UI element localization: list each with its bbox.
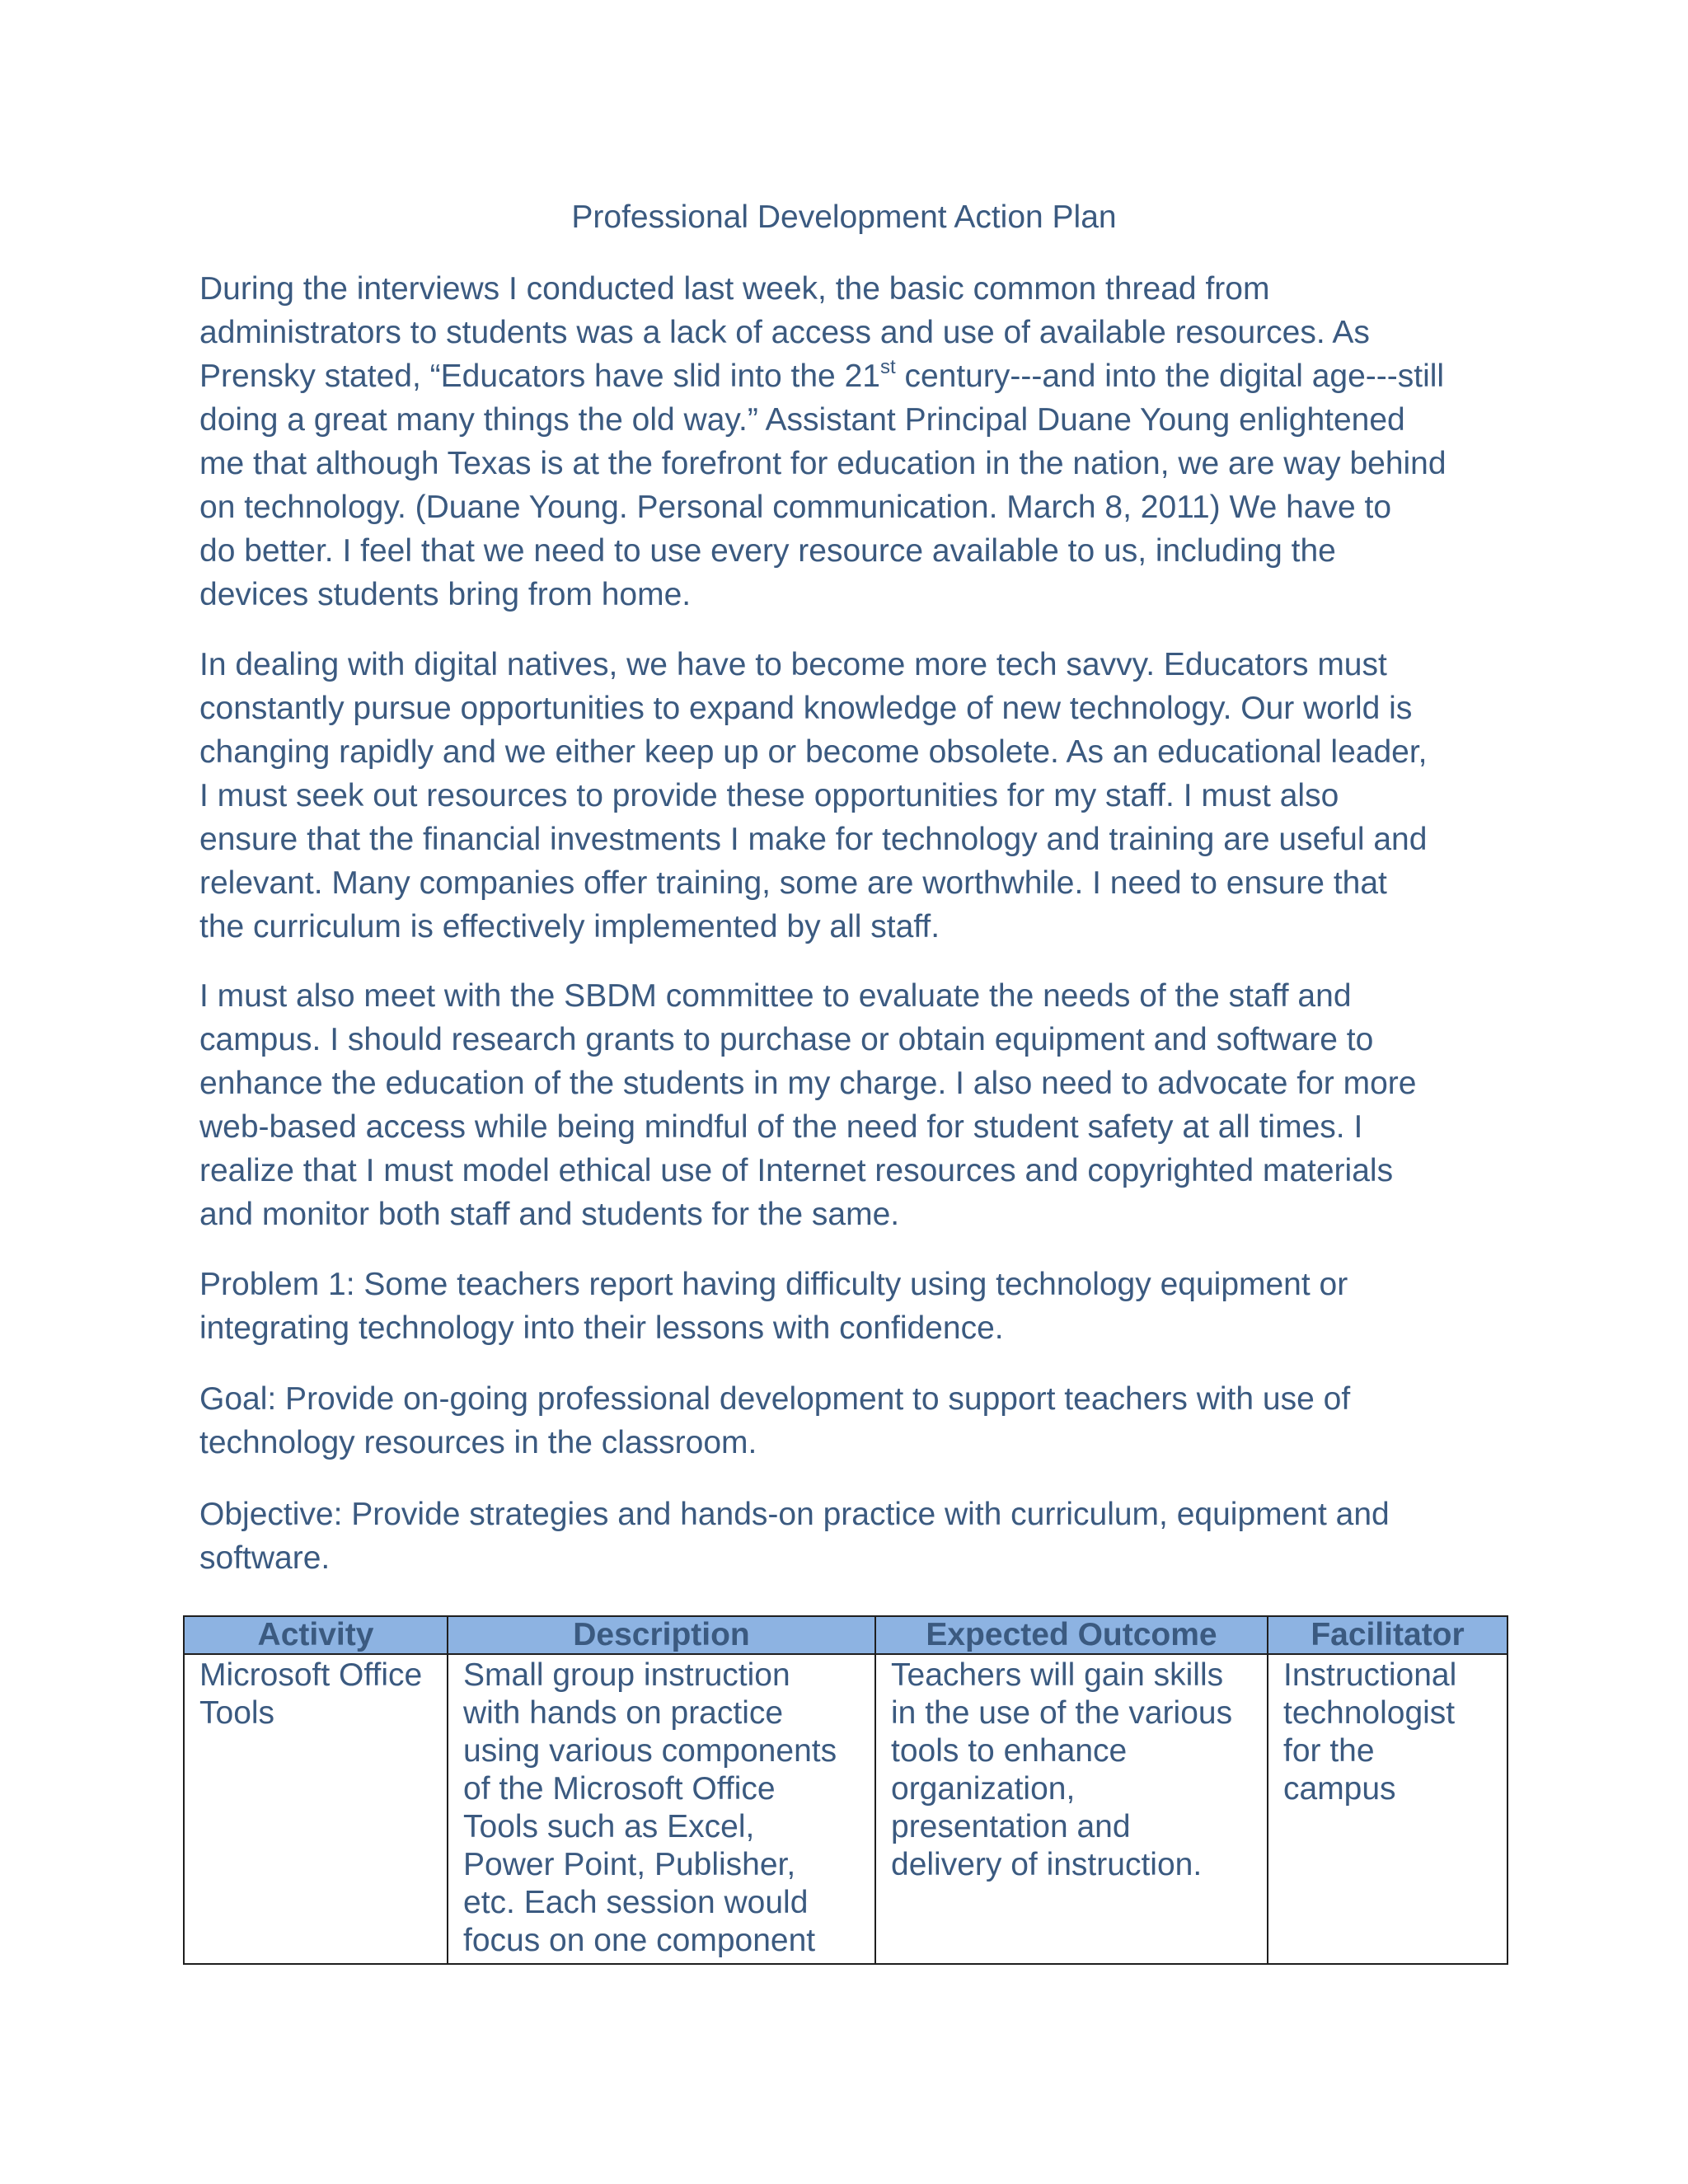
cell-activity: Microsoft Office Tools [184, 1654, 448, 1964]
header-activity: Activity [184, 1616, 448, 1654]
table-header-row [184, 1616, 1507, 1654]
document-title: Professional Development Action Plan [571, 199, 1117, 235]
header-facilitator: Facilitator [1268, 1616, 1507, 1654]
paragraph-interviews: During the interviews I conducted last week, the basic common thread from administrators to students was a lack of access and use of available resources. As Prensky stated, “Educators have slid into the 21st century---and into the digital age---still doing a great many things the old way.” Assistant Principal Duane Young enlightened me that although Texas is at the forefront for education in the nation, we are way behind on technology. (Duane Young. Personal communication. March 8, 2011) We have to do better. I feel that we need to use every resource available to us, including the devices students bring from home. [199, 271, 1447, 612]
paragraph-objective: Objective: Provide strategies and hands-on practice with curriculum, equipment and software. [199, 1497, 1390, 1576]
paragraph-digital-natives: In dealing with digital natives, we have to become more tech savvy. Educators must constantly pursue opportunities to expand knowledge of new technology. Our world is changing rapidly and we either keep up or become obsolete. As an educational leader, I must seek out resources to provide these opportunities for my staff. I must also ensure that the financial investments I make for technology and training are useful and relevant. Many companies offer training, some are worthwhile. I need to ensure that the curriculum is effectively implemented by all staff. [199, 647, 1428, 944]
superscript-st: st [879, 356, 896, 378]
paragraph-sbdm: I must also meet with the SBDM committee to evaluate the needs of the staff and campus. I should research grants to purchase or obtain equipment and software to enhance the education of the students in my charge. I also need to advocate for more web-based access while being mindful of the need for student safety at all times. I realize that I must model ethical use of Internet resources and copyrighted materials and monitor both staff and students for the same. [199, 978, 1417, 1232]
cell-facilitator: Instructional technologist for the campus [1268, 1654, 1507, 1964]
paragraph-goal: Goal: Provide on-going professional development to support teachers with use of technology resources in the classroom. [199, 1381, 1351, 1460]
action-plan-table [183, 1615, 1508, 1965]
cell-expected-outcome: Teachers will gain skills in the use of the various tools to enhance organization, presentation and delivery of instruction. [875, 1654, 1268, 1964]
header-expected-outcome: Expected Outcome [875, 1616, 1268, 1654]
header-description: Description [448, 1616, 875, 1654]
paragraph-problem: Problem 1: Some teachers report having difficulty using technology equipment or integrating technology into their lessons with confidence. [199, 1267, 1348, 1346]
cell-description: Small group instruction with hands on practice using various components of the Microsoft Office Tools such as Excel, Power Point, Publisher, etc. Each session would focus on one component [448, 1654, 875, 1964]
table-row [184, 1654, 1507, 1964]
